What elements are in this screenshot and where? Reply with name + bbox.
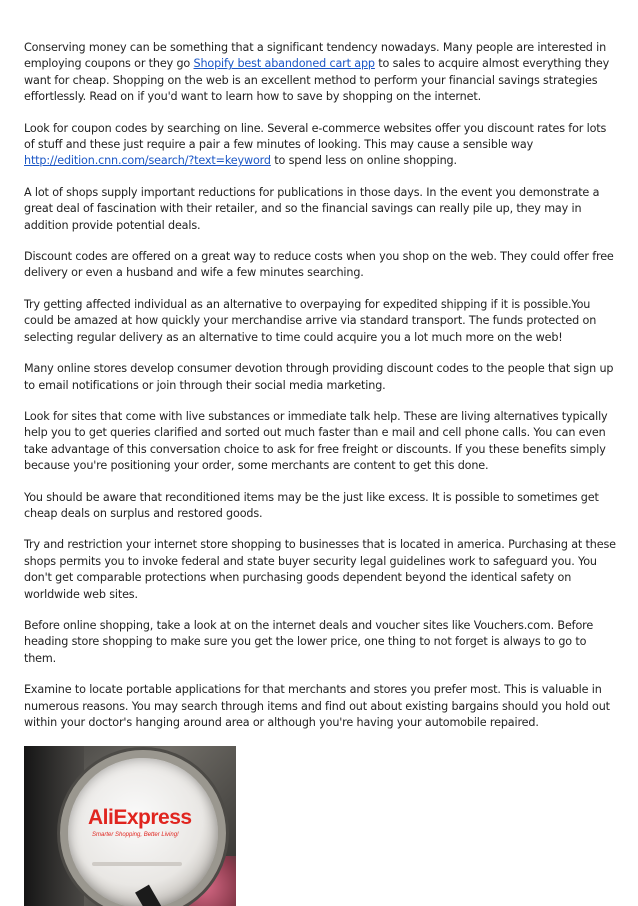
paragraph-2-after: to spend less on online shopping. xyxy=(270,154,457,168)
paragraph-4: Discount codes are offered on a great way to reduce costs when you shop on the web. They could offer free delivery or even a husband and wife a few minutes searching. xyxy=(24,250,614,280)
aliexpress-logo: AliExpress xyxy=(88,806,192,830)
cnn-search-link[interactable]: http://edition.cnn.com/search/?text=keyword xyxy=(24,154,271,168)
paragraph-2-before: Look for coupon codes by searching on line. Several e-commerce websites offer you discount rates for lots of stuff and these just require a pair a few minutes of looking. This may cause a sensible way xyxy=(24,121,607,152)
paragraph-1-before: Conserving money can be something that a significant tendency nowadays. Many people are interested in employing coupons or they go xyxy=(24,41,607,71)
paragraph-1-after: to sales to acquire almost everything they want for cheap. Shopping on the web is an excellent method to perform your financial savings strategies effortlessly. Read on if you'd want to learn how to save by shopping on the internet. xyxy=(24,57,610,104)
paragraph-2 xyxy=(24,121,618,170)
paragraph-11: Examine to locate portable applications for that merchants and stores you prefer most. This is valuable in numerous reasons. You may search through items and find out about existing bargains should you hold out within your doctor's hanging around area or although you're having your automobile repaired. xyxy=(24,683,610,729)
magnifier-photo xyxy=(24,746,236,906)
paragraph-5: Try getting affected individual as an alternative to overpaying for expedited shipping if it is possible.You could be amazed at how quickly your merchandise arrive via standard transport. The funds protected on selecting regular delivery as an alternative to time could acquire you a lot much more on the web! xyxy=(24,297,597,344)
magnifying-glass-lens xyxy=(60,750,226,906)
paragraph-10: Before online shopping, take a look at on the internet deals and voucher sites like Vouchers.com. Before heading store shopping to make sure you get the lower price, one thing to not forget is always to go to them. xyxy=(24,618,594,665)
paragraph-6: Many online stores develop consumer devotion through providing discount codes to the people that sign up to email notifications or join through their social media marketing. xyxy=(24,362,614,392)
paragraph-7: Look for sites that come with live substances or immediate talk help. These are living alternatives typically help you to get queries clarified and sorted out much faster than e mail and cell phone calls. You can even take advantage of this conversation choice to ask for free freight or discounts. If you these benefits simply because you're positioning your order, some merchants are content to get this done. xyxy=(24,409,608,473)
lens-text-line xyxy=(92,862,182,866)
aliexpress-tagline: Smarter Shopping, Better Living! xyxy=(92,832,179,839)
paragraph-3: A lot of shops supply important reductions for publications in those days. In the event you demonstrate a great deal of fascination with their retailer, and so the financial savings can really pile up, they may in addition provide potential deals. xyxy=(24,185,600,232)
paragraph-9: Try and restriction your internet store shopping to businesses that is located in america. Purchasing at these shops permits you to invoke federal and state buyer security legal guidelines work to safeguard you. You don't get comparable protections when purchasing goods dependent beyond the identical safety on worldwide web sites. xyxy=(24,538,616,601)
shopify-cart-app-link[interactable]: Shopify best abandoned cart app xyxy=(193,57,375,71)
paragraph-8: You should be aware that reconditioned items may be the just like excess. It is possible to sometimes get cheap deals on surplus and restored goods. xyxy=(24,490,599,520)
paragraph-1 xyxy=(24,40,618,106)
